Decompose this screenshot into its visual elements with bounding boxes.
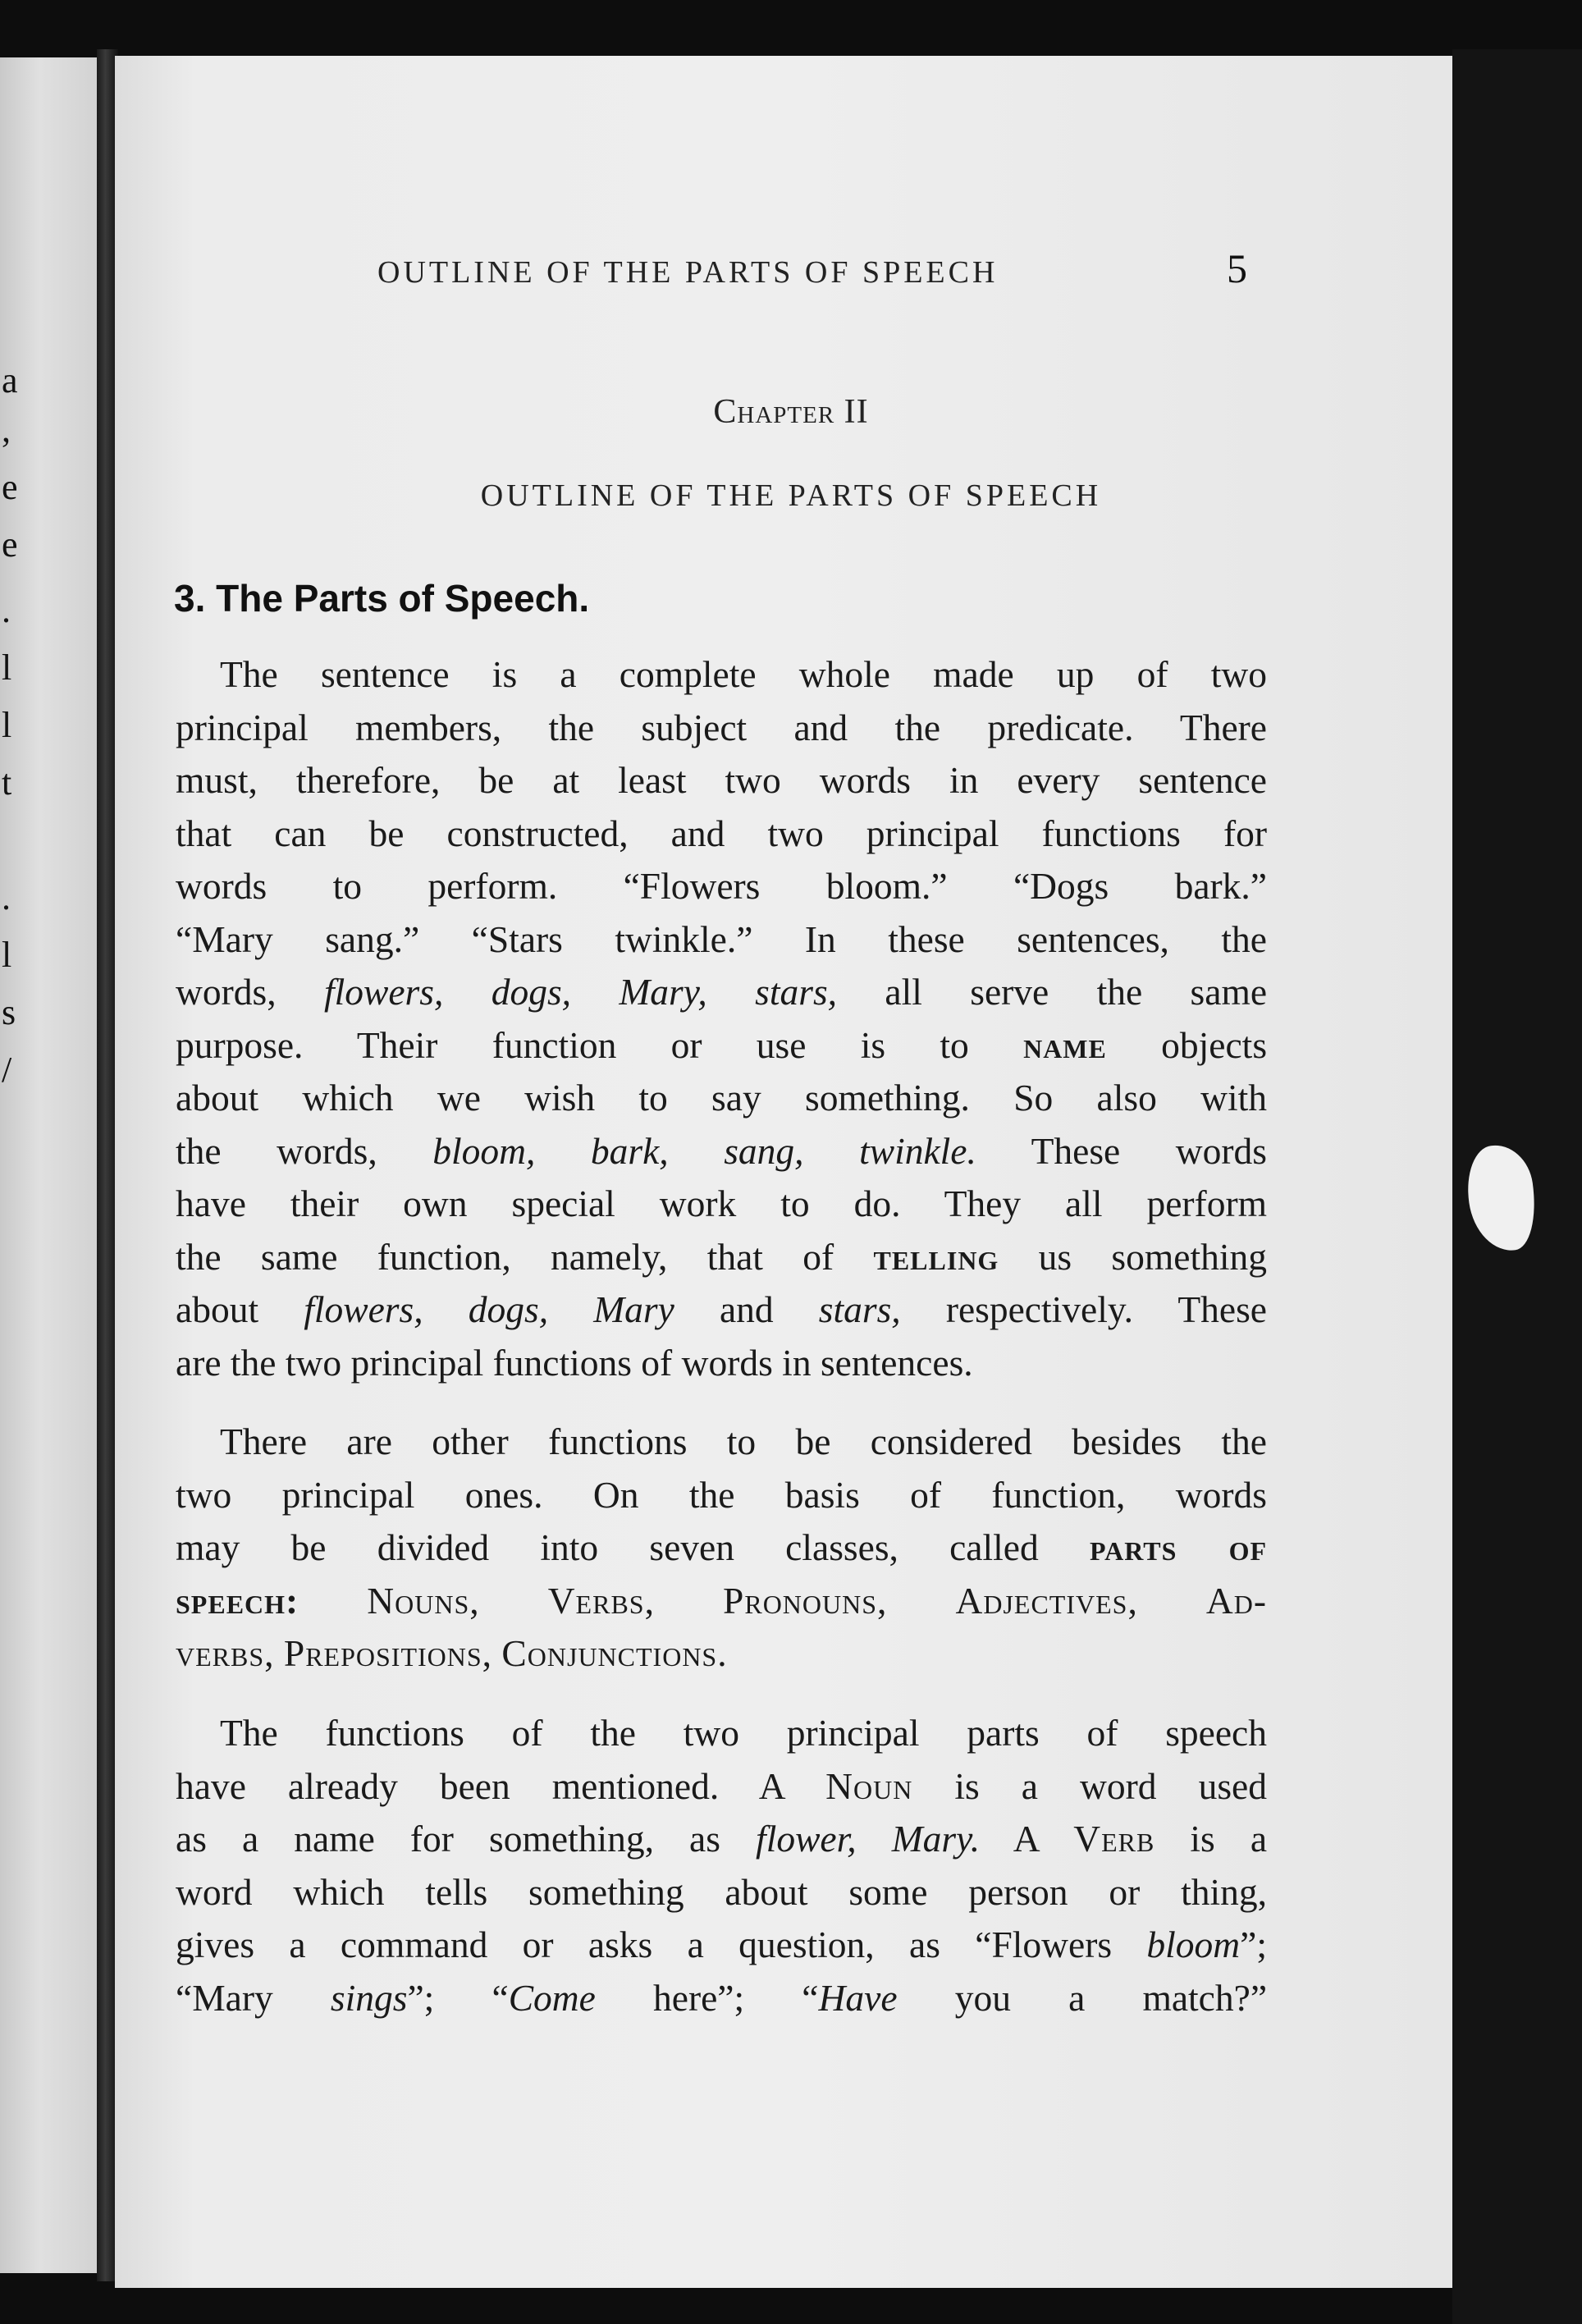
text-line — [176, 1125, 1267, 1178]
text-line — [176, 1813, 1267, 1866]
text-run: These words — [1031, 1129, 1267, 1172]
part-of-speech: Adjectives, — [955, 1579, 1138, 1622]
text-line — [176, 1919, 1267, 1972]
text-line — [176, 1231, 1267, 1284]
example-word: twinkle. — [859, 1129, 976, 1172]
page-number: 5 — [1227, 245, 1247, 291]
example-word: Come — [508, 1976, 596, 2019]
example-word: flowers, — [304, 1288, 423, 1330]
text-run: about — [176, 1288, 259, 1330]
facing-page-fragment: . — [2, 590, 11, 630]
text-line: about which we wish to say something. So also with — [176, 1077, 1267, 1119]
emphasis-term: name — [1023, 1023, 1107, 1066]
text-run: “Mary — [176, 1976, 273, 2019]
part-of-speech: Ad- — [1205, 1579, 1268, 1622]
text-run: all serve the same — [885, 971, 1268, 1013]
text-run: is a — [1190, 1818, 1268, 1860]
text-line: two principal ones. On the basis of function, words — [176, 1473, 1267, 1516]
example-word: bark, — [590, 1129, 669, 1172]
part-of-speech: Verb — [1073, 1818, 1155, 1860]
facing-page-fragment: s — [2, 992, 16, 1032]
part-of-speech: Prepositions, — [283, 1632, 493, 1674]
text-run: A — [1013, 1818, 1039, 1860]
text-line: are the two principal functions of words in sentences. — [176, 1341, 973, 1384]
text-line — [176, 1283, 1267, 1337]
example-word: Mary, — [619, 971, 707, 1013]
facing-page-fragment: l — [2, 935, 12, 975]
text-run: have already been mentioned. A — [176, 1764, 784, 1807]
text-line: have their own special work to do. They all perform — [176, 1183, 1267, 1224]
text-run: words, — [176, 971, 277, 1013]
facing-page-fragment: a — [2, 360, 18, 400]
text-run: is a word used — [954, 1764, 1267, 1807]
paragraph — [176, 1416, 1267, 1681]
part-of-speech: Verbs, — [547, 1579, 655, 1622]
part-of-speech: verbs, — [176, 1632, 275, 1674]
part-of-speech: Nouns, — [367, 1579, 480, 1622]
text-line: There are other functions to be considered besides the — [220, 1420, 1267, 1462]
facing-page-fragment: e — [2, 524, 18, 565]
text-line — [176, 1972, 1267, 2025]
text-line: The sentence is a complete whole made up of two — [220, 653, 1267, 695]
chapter-title: OUTLINE OF THE PARTS OF SPEECH — [480, 478, 1102, 513]
text-line — [176, 1019, 1267, 1073]
example-word: Have — [818, 1976, 898, 2019]
text-line — [176, 1575, 1267, 1628]
chapter-label: Chapter II — [713, 393, 869, 431]
text-run: gives a command or asks a question, as “Flowers — [176, 1924, 1113, 1965]
paragraph — [176, 648, 1267, 1389]
text-run: ”; “ — [407, 1976, 509, 2019]
emphasis-term: speech: — [176, 1579, 299, 1622]
text-run: here”; “ — [653, 1976, 819, 2019]
text-line: that can be constructed, and two principal functions for — [176, 812, 1267, 854]
example-word: sings — [330, 1976, 408, 2019]
text-run: may be divided into seven classes, called — [176, 1526, 1039, 1568]
text-line — [176, 1521, 1267, 1575]
text-run: purpose. Their function or use is to — [176, 1023, 969, 1066]
part-of-speech: Pronouns, — [723, 1579, 888, 1622]
example-word: dogs, — [468, 1288, 549, 1330]
example-word: stars, — [755, 971, 838, 1013]
example-word: sang, — [724, 1129, 804, 1172]
example-word: flower, — [756, 1818, 857, 1860]
facing-page-fragment: e — [2, 467, 18, 507]
facing-page-fragment: . — [2, 877, 11, 917]
example-word: stars, — [818, 1288, 901, 1330]
text-line: word which tells something about some person or thing, — [176, 1870, 1267, 1913]
text-run: and — [719, 1288, 774, 1330]
text-run: as a name for something, as — [176, 1818, 720, 1860]
part-of-speech: Conjunctions. — [501, 1632, 728, 1674]
example-word: bloom, — [432, 1129, 536, 1172]
facing-page-fragment: l — [2, 705, 12, 745]
example-word: Mary. — [891, 1818, 981, 1860]
facing-page-fragment: t — [2, 762, 12, 803]
emphasis-term: telling — [873, 1235, 999, 1278]
facing-page-edge — [0, 57, 98, 2273]
facing-page-fragment: / — [2, 1050, 12, 1090]
section-heading: 3. The Parts of Speech. — [174, 577, 590, 620]
facing-page-fragment: , — [2, 409, 11, 450]
text-line: The functions of the two principal parts of speech — [220, 1712, 1267, 1754]
text-line — [176, 1627, 1267, 1681]
text-line: words to perform. “Flowers bloom.” “Dogs bark.” — [176, 865, 1267, 907]
text-run: us something — [1038, 1235, 1267, 1278]
example-word: dogs, — [491, 971, 572, 1013]
example-word: flowers, — [323, 971, 444, 1013]
text-line: principal members, the subject and the predicate. There — [176, 706, 1267, 748]
text-run: respectively. These — [945, 1288, 1268, 1330]
text-line — [176, 966, 1267, 1019]
paragraph — [176, 1707, 1267, 2024]
text-run: objects — [1161, 1023, 1268, 1066]
text-run: you a match?” — [954, 1976, 1268, 2019]
text-line: “Mary sang.” “Stars twinkle.” In these sentences, the — [176, 917, 1267, 960]
text-line: must, therefore, be at least two words in every sentence — [176, 759, 1267, 801]
facing-page-fragment: l — [2, 647, 12, 688]
text-run: ”; — [1240, 1924, 1267, 1965]
part-of-speech: Noun — [825, 1764, 913, 1807]
text-line — [176, 1760, 1267, 1814]
example-word: Mary — [593, 1288, 674, 1330]
running-head: OUTLINE OF THE PARTS OF SPEECH — [377, 255, 999, 290]
example-word: bloom — [1146, 1924, 1241, 1965]
text-run: the words, — [176, 1129, 377, 1172]
emphasis-term: parts of — [1089, 1526, 1268, 1568]
text-run: the same function, namely, that of — [176, 1235, 834, 1278]
